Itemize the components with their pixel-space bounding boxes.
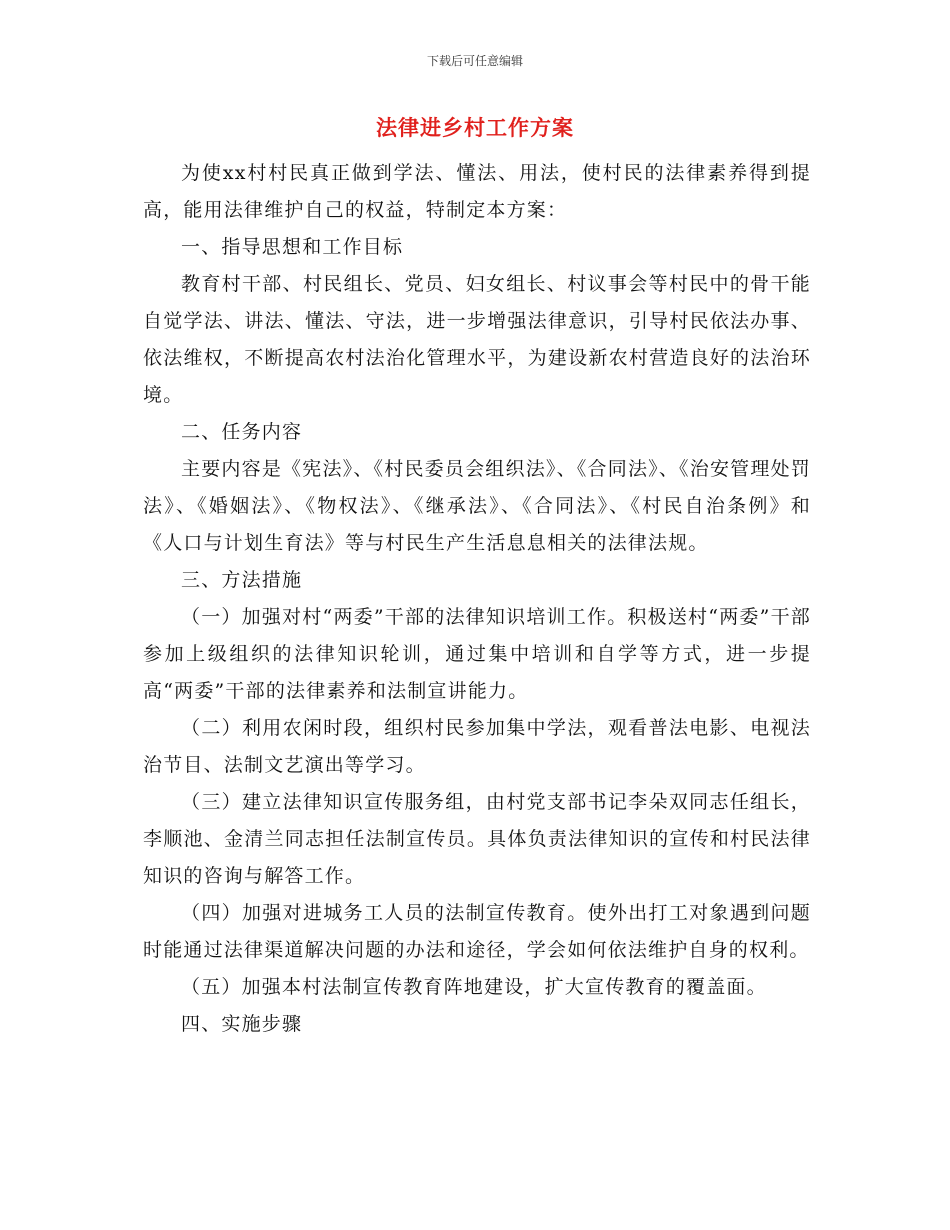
header-note: 下载后可任意编辑: [426, 54, 523, 68]
paragraph-goals: 教育村干部、村民组长、党员、妇女组长、村议事会等村民中的骨干能自觉学法、讲法、懂法、守法，进一步增强法律意识，引导村民依法办事、依法维权，不断提高农村法治化管理水平，为建设新农村营造良好的法治环境。: [143, 273, 811, 406]
paragraph-measure-2: （二）利用农闲时段，组织村民参加集中学法，观看普法电影、电视法治节目、法制文艺演出等学习。: [143, 717, 811, 776]
section-heading-1: 一、指导思想和工作目标: [181, 236, 404, 258]
paragraph-intro: 为使xx村村民真正做到学法、懂法、用法，使村民的法律素养得到提高，能用法律维护自己的权益，特制定本方案：: [143, 162, 811, 221]
section-heading-2: 二、任务内容: [181, 421, 303, 443]
paragraph-measure-1: （一）加强对村“两委”干部的法律知识培训工作。积极送村“两委”干部参加上级组织的法律知识轮训，通过集中培训和自学等方式，进一步提高“两委”干部的法律素养和法制宣讲能力。: [143, 606, 811, 702]
paragraph-measure-3: （三）建立法律知识宣传服务组，由村党支部书记李朵双同志任组长，李顺池、金清兰同志担任法制宣传员。具体负责法律知识的宣传和村民法律知识的咨询与解答工作。: [143, 791, 811, 887]
paragraph-content: 主要内容是《宪法》、《村民委员会组织法》、《合同法》、《治安管理处罚法》、《婚姻法》、《物权法》、《继承法》、《合同法》、《村民自治条例》和《人口与计划生育法》等与村民生产生活息息相关的法律法规。: [143, 458, 811, 554]
paragraph-measure-5: （五）加强本村法制宣传教育阵地建设，扩大宣传教育的覆盖面。: [181, 976, 767, 998]
section-heading-4: 四、实施步骤: [181, 1013, 303, 1035]
section-heading-3: 三、方法措施: [181, 569, 303, 591]
document-body: [143, 155, 811, 1043]
paragraph-measure-4: （四）加强对进城务工人员的法制宣传教育。使外出打工对象遇到问题时能通过法律渠道解决问题的办法和途径，学会如何依法维护自身的权利。: [143, 902, 811, 961]
document-title: 法律进乡村工作方案: [376, 116, 574, 140]
